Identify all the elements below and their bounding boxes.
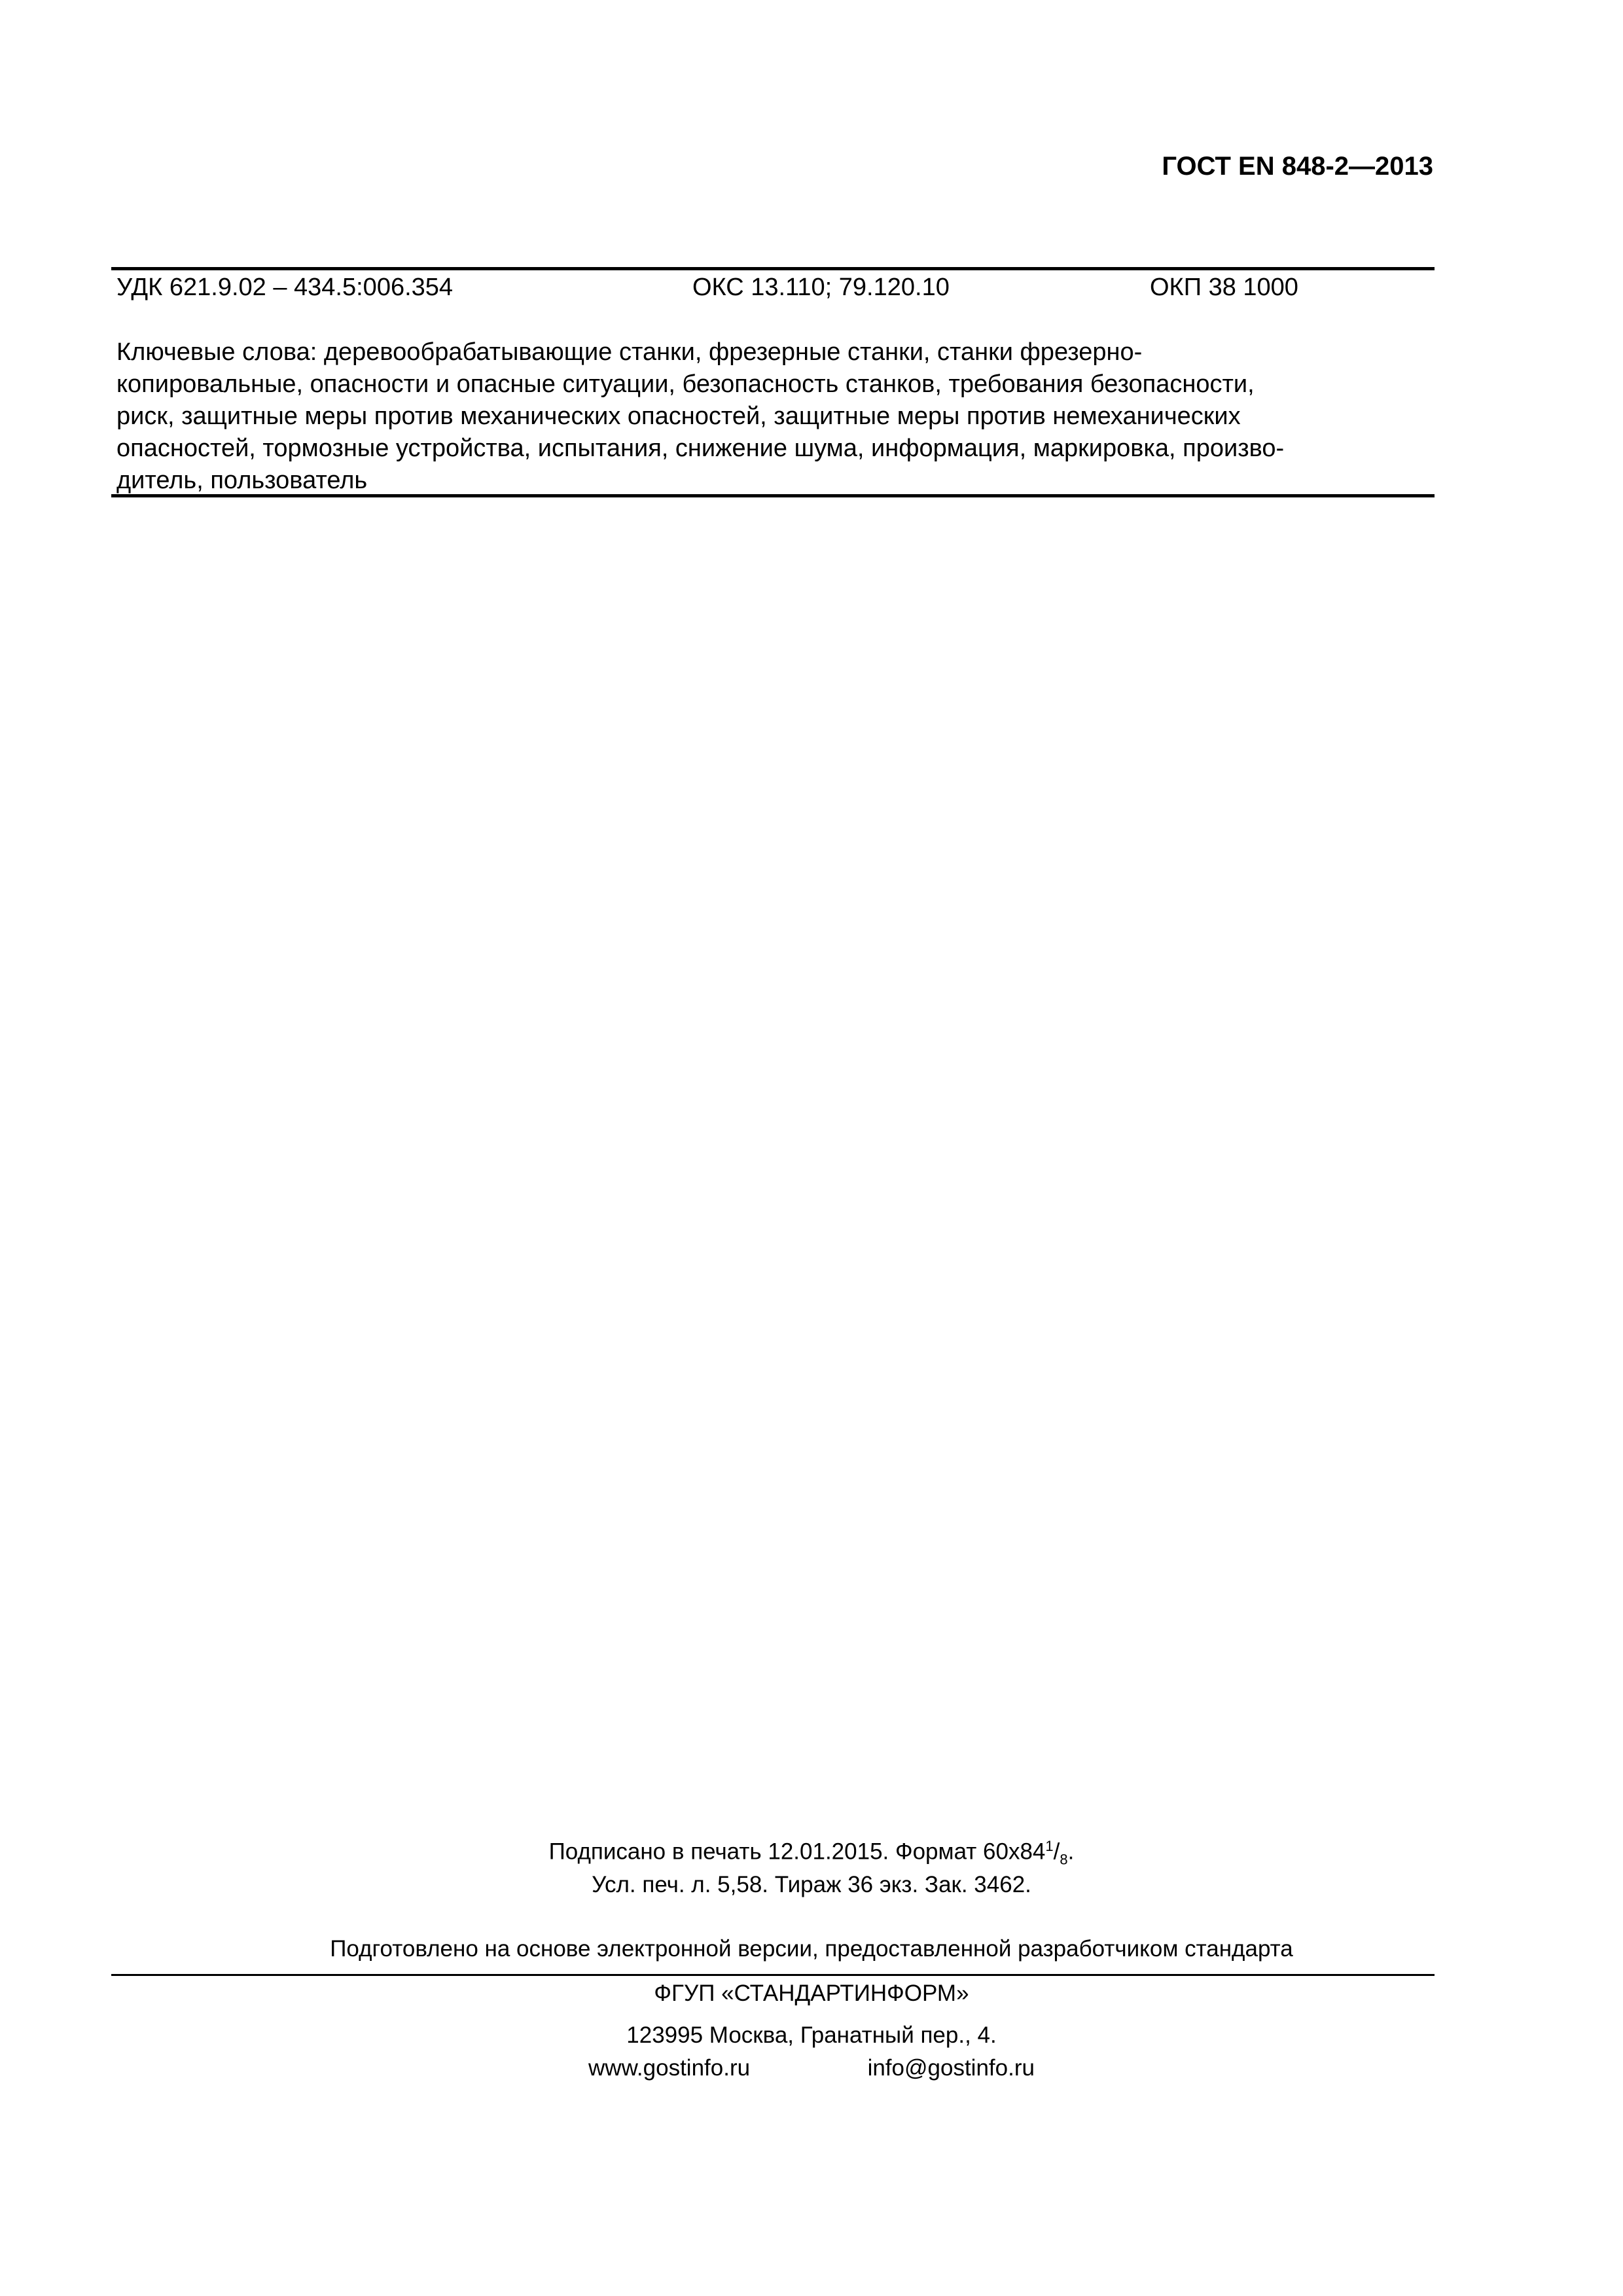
keywords-line: дитель, пользователь (116, 467, 368, 494)
contact-links (0, 2055, 1623, 2081)
keywords-block (116, 336, 1432, 497)
keywords-line: риск, защитные меры против механических опасностей, защитные меры против немеханических (116, 403, 1241, 430)
publisher-address: 123995 Москва, Гранатный пер., 4. (626, 2022, 997, 2048)
signed-text: Подписано в печать 12.01.2015. Формат 60x84 (548, 1839, 1046, 1865)
document-code: ГОСТ EN 848-2—2013 (1162, 152, 1433, 181)
keywords-line: Ключевые слова: деревообрабатывающие станки, фрезерные станки, станки фрезерно- (116, 338, 1143, 366)
okp-code: ОКП 38 1000 (1150, 274, 1298, 301)
keywords-divider (111, 494, 1435, 497)
signed-for-print: Подписано в печать 12.01.2015. Формат $60x84^1/_8$. (548, 1838, 1075, 1868)
format-numerator: 1 (1045, 1838, 1054, 1854)
publisher-divider (111, 1974, 1435, 1976)
format-denominator: 8 (1060, 1851, 1068, 1868)
format-suffix: . (1067, 1839, 1075, 1865)
oks-code: ОКС 13.110; 79.120.10 (692, 274, 950, 301)
top-divider (111, 267, 1435, 270)
publisher-name: ФГУП «СТАНДАРТИНФОРМ» (654, 1981, 969, 2006)
print-info: Усл. печ. л. 5,58. Тираж 36 экз. Зак. 3462. (592, 1872, 1031, 1897)
website-link[interactable]: www.gostinfo.ru (588, 2055, 751, 2081)
email-link[interactable]: info@gostinfo.ru (867, 2055, 1035, 2081)
keywords-line: опасностей, тормозные устройства, испытания, снижение шума, информация, маркировка, произво- (116, 435, 1285, 462)
keywords-line: копировальные, опасности и опасные ситуации, безопасность станков, требования безопасности, (116, 370, 1255, 398)
udk-code: УДК 621.9.02 – 434.5:006.354 (116, 274, 454, 301)
prepared-note: Подготовлено на основе электронной версии, предоставленной разработчиком стандарта (330, 1936, 1293, 1962)
